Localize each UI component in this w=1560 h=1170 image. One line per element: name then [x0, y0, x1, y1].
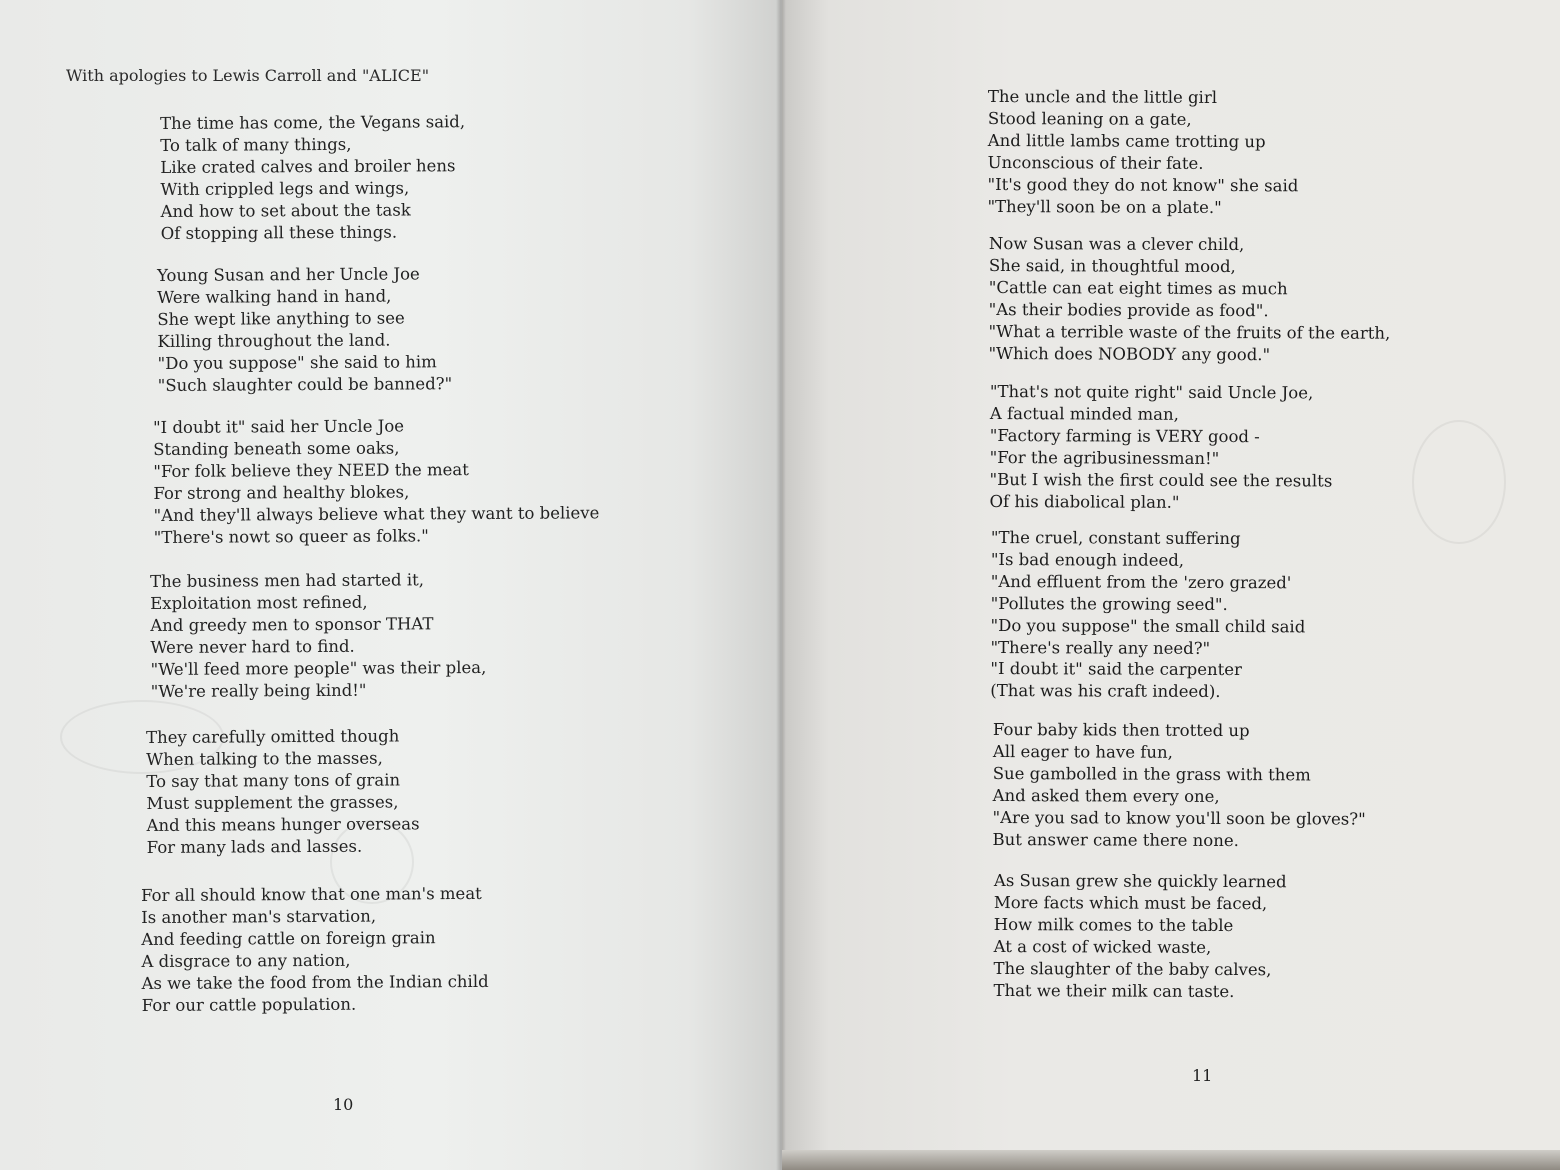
poem-line: Of stopping all these things.	[160, 222, 398, 243]
stanza	[153, 414, 600, 548]
stanza	[993, 870, 1286, 1003]
poem-line: Stood leaning on a gate,	[987, 108, 1192, 129]
poem-line: "That's not quite right" said Uncle Joe,	[989, 382, 1314, 403]
poem-line: As Susan grew she quickly learned	[993, 871, 1287, 892]
stanza	[160, 111, 466, 244]
poem-line: "What a terrible waste of the fruits of the earth,	[988, 321, 1391, 343]
page-bottom-edge	[782, 1150, 1560, 1170]
poem-line: How milk comes to the table	[993, 914, 1234, 935]
poem-line: With crippled legs and wings,	[160, 178, 410, 199]
poem-line: The uncle and the little girl	[987, 86, 1218, 107]
poem-line: For our cattle population.	[141, 994, 357, 1015]
stanza	[990, 527, 1305, 704]
poem-line: "There's really any need?"	[990, 637, 1211, 658]
poem-line: And little lambs came trotting up	[987, 130, 1266, 152]
poem-line: "Which does NOBODY any good."	[988, 343, 1271, 364]
poem-line: "Factory farming is VERY good -	[989, 425, 1260, 446]
poem-line: A factual minded man,	[989, 403, 1179, 424]
poem-line: "And they'll always believe what they want to believe	[153, 502, 600, 525]
poem-line: "Are you sad to know you'll soon be gloves?"	[992, 807, 1366, 829]
poem-line: Young Susan and her Uncle Joe	[157, 264, 420, 285]
poem-line: And how to set about the task	[160, 200, 411, 221]
poem-line: When talking to the masses,	[146, 748, 383, 769]
poem-line: "But I wish the first could see the results	[989, 469, 1333, 491]
poem-line: "We'll feed more people" was their plea,	[150, 657, 487, 679]
poem-line: "There's nowt so queer as folks."	[153, 525, 429, 547]
poem-line: "Do you suppose" she said to him	[157, 351, 437, 373]
poem-line: At a cost of wicked waste,	[993, 936, 1212, 957]
poem-line: And greedy men to sponsor THAT	[150, 614, 434, 635]
poem-line: "I doubt it" said her Uncle Joe	[153, 416, 405, 437]
poem-line: To talk of many things,	[160, 134, 352, 155]
poem-line: A disgrace to any nation,	[141, 950, 351, 971]
poem-line: They carefully omitted though	[146, 726, 400, 747]
poem-line: "We're really being kind!"	[150, 680, 367, 701]
poem-line: Is another man's starvation,	[141, 906, 377, 927]
poem-line: Standing beneath some oaks,	[153, 438, 400, 459]
poem-dedication: With apologies to Lewis Carroll and "ALICE"	[66, 66, 430, 85]
poem-line: Like crated calves and broiler hens	[160, 156, 456, 177]
poem-line: Were never hard to find.	[150, 636, 355, 657]
poem-line: "Is bad enough indeed,	[990, 549, 1185, 570]
poem-line: For all should know that one man's meat	[141, 883, 482, 905]
poem-line: All eager to have fun,	[992, 741, 1173, 762]
poem-line: But answer came there none.	[992, 829, 1239, 850]
poem-line: "And effluent from the 'zero grazed'	[990, 571, 1292, 593]
stanza	[141, 883, 489, 1017]
poem-line: Must supplement the grasses,	[146, 792, 399, 813]
poem-line: Unconscious of their fate.	[987, 152, 1204, 173]
poem-line: (That was his craft indeed).	[990, 681, 1221, 702]
poem-line: "Such slaughter could be banned?"	[157, 373, 453, 395]
poem-line: She wept like anything to see	[157, 308, 405, 329]
poem-line: For many lads and lasses.	[146, 836, 363, 857]
stanza	[989, 381, 1332, 514]
stanza	[157, 263, 452, 396]
poem-line: More facts which must be faced,	[993, 892, 1268, 914]
poem-line: The business men had started it,	[150, 570, 425, 591]
stanza	[150, 569, 487, 702]
poem-line: "The cruel, constant suffering	[990, 528, 1241, 549]
poem-line: "As their bodies provide as food".	[988, 299, 1269, 320]
poem-line: Four baby kids then trotted up	[992, 720, 1250, 741]
poem-line: She said, in thoughtful mood,	[988, 255, 1236, 276]
poem-line: Killing throughout the land.	[157, 330, 391, 351]
poem-line: Sue gambolled in the grass with them	[992, 763, 1311, 785]
poem-line: The slaughter of the baby calves,	[993, 958, 1272, 979]
poem-line: As we take the food from the Indian child	[141, 971, 489, 993]
poem-line: That we their milk can taste.	[993, 980, 1235, 1001]
poem-line: "Do you suppose" the small child said	[990, 615, 1306, 636]
poem-line: The time has come, the Vegans said,	[160, 112, 466, 133]
poem-line: Now Susan was a clever child,	[988, 233, 1245, 255]
poem-line: For strong and healthy blokes,	[153, 482, 410, 503]
poem-line: "Pollutes the growing seed".	[990, 593, 1228, 614]
poem-line: "I doubt it" said the carpenter	[990, 659, 1242, 680]
stanza	[988, 233, 1390, 366]
stanza	[992, 719, 1366, 852]
book-gutter	[776, 0, 786, 1170]
poem-line: Of his diabolical plan."	[989, 491, 1180, 512]
poem-line: Exploitation most refined,	[150, 592, 368, 613]
poem-line: "Cattle can eat eight times as much	[988, 277, 1288, 299]
stanza	[987, 86, 1298, 219]
page-number: 11	[1192, 1066, 1213, 1085]
poem-line: "They'll soon be on a plate."	[987, 196, 1222, 217]
right-page	[782, 0, 1560, 1170]
poem-line: And asked them every one,	[992, 785, 1220, 806]
show-through-illustration	[1412, 420, 1506, 544]
poem-line: "It's good they do not know" she said	[987, 174, 1299, 195]
poem-line: Were walking hand in hand,	[157, 286, 392, 307]
poem-line: And this means hunger overseas	[146, 813, 420, 835]
poem-line: "For folk believe they NEED the meat	[153, 459, 469, 481]
poem-line: To say that many tons of grain	[146, 770, 401, 791]
poem-line: And feeding cattle on foreign grain	[141, 928, 436, 949]
stanza	[146, 725, 420, 858]
page-number: 10	[333, 1095, 354, 1114]
poem-line: "For the agribusinessman!"	[989, 447, 1220, 468]
